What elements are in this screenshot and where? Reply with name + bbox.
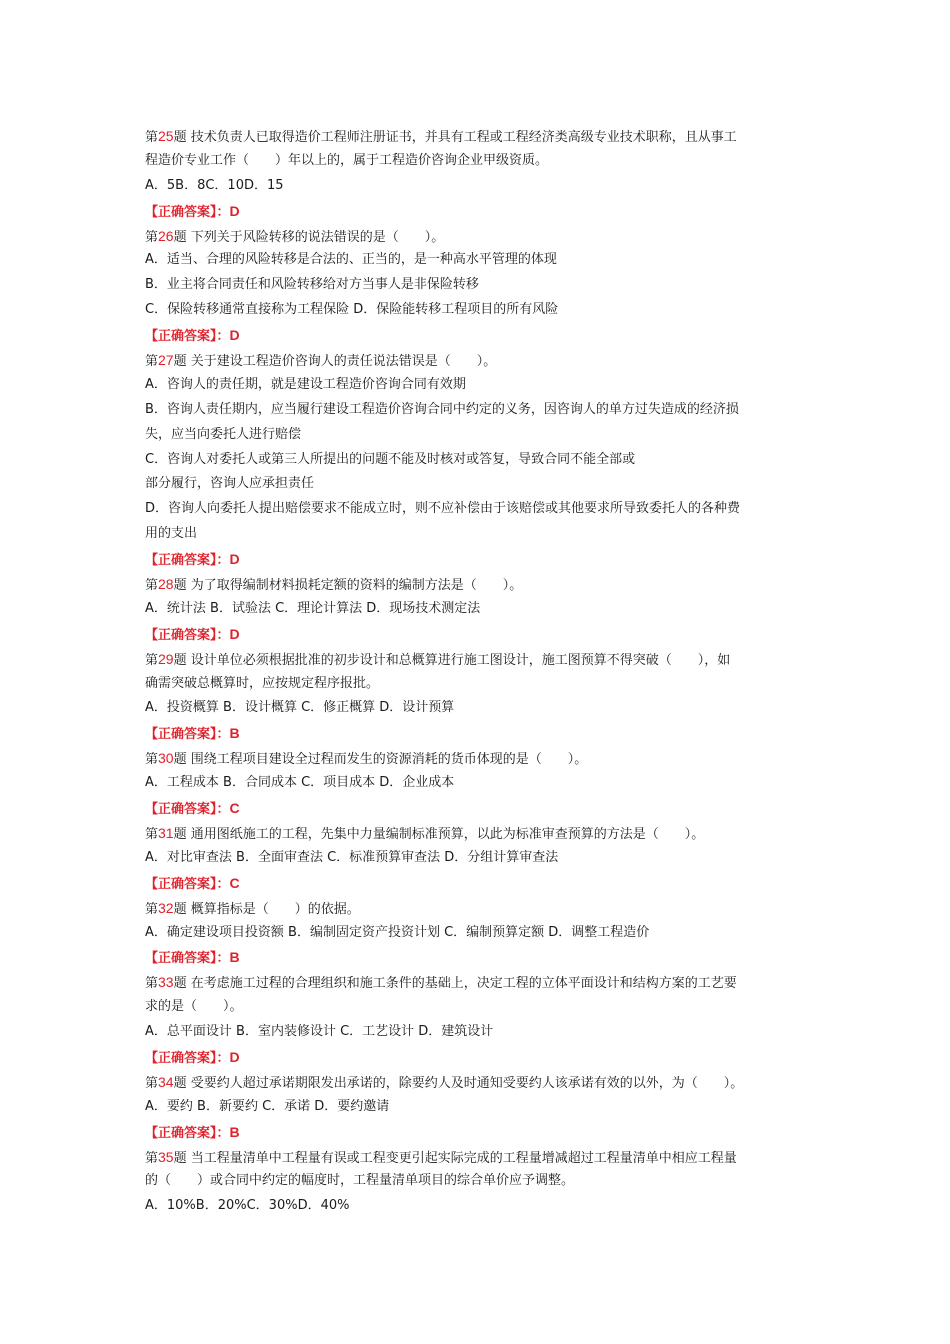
question-suffix: 题 (173, 578, 187, 594)
question-suffix: 题 (173, 976, 187, 992)
answer-letter: C (229, 874, 240, 891)
question-block (145, 224, 810, 348)
answer-label: 【正确答案】： (145, 1125, 230, 1141)
question-option-text: A．10%B．20%C．30%D．40% (145, 1198, 350, 1214)
answer-letter: D (229, 625, 240, 642)
answer-label: 【正确答案】： (145, 1050, 230, 1066)
question-option-text: 用的支出 (145, 526, 198, 542)
question-option-text: A．要约 B．新要约 C．承诺 D．要约邀请 (145, 1098, 390, 1114)
correct-answer (145, 622, 810, 647)
question-number: 28 (158, 576, 174, 593)
answer-label: 【正确答案】： (145, 553, 230, 569)
question-stem-text: 求的是（ ）。 (145, 999, 243, 1015)
question-option-line (145, 448, 810, 473)
question-prefix: 第 (145, 1075, 159, 1091)
question-option-text: A．适当、合理的风险转移是合法的、正当的，是一种高水平管理的体现 (145, 252, 557, 268)
answer-label: 【正确答案】： (145, 802, 230, 818)
question-option-line (145, 472, 810, 497)
question-stem-text: 设计单位必须根据批准的初步设计和总概算进行施工图设计，施工图预算不得突破（ ），如 (190, 652, 731, 668)
question-stem-line (145, 970, 810, 995)
question-stem-text: 技术负责人已取得造价工程师注册证书，并具有工程或工程经济类高级专业技术职称，且从事工 (190, 130, 737, 145)
question-stem-text: 的（ ）或合同中约定的幅度时，工程量清单项目的综合单价应予调整。 (145, 1173, 575, 1189)
answer-letter: B (229, 725, 240, 742)
question-prefix: 第 (145, 901, 159, 917)
question-block (145, 348, 810, 572)
question-stem-line (145, 224, 810, 249)
question-stem-text: 通用图纸施工的工程，先集中力量编制标准预算，以此为标准审查预算的方法是（ ）。 (190, 826, 705, 842)
question-number: 32 (158, 899, 174, 916)
question-option-text: B．业主将合同责任和风险转移给对方当事人是非保险转移 (145, 277, 479, 293)
question-option-text: A．对比审查法 B．全面审查法 C．标准预算审查法 D．分组计算审查法 (145, 849, 559, 865)
question-stem-text: 下列关于风险转移的说法错误的是（ ）。 (190, 229, 445, 245)
question-prefix: 第 (145, 752, 159, 768)
question-option-line (145, 771, 810, 796)
question-suffix: 题 (173, 354, 187, 370)
correct-answer (145, 199, 810, 224)
question-option-line (145, 921, 810, 946)
question-stem-text: 概算指标是（ ）的依据。 (190, 901, 360, 917)
question-option-line (145, 248, 810, 273)
question-option-text: D．咨询人向委托人提出赔偿要求不能成立时，则不应补偿由于该赔偿或其他要求所导致委托人的各种费 (145, 501, 741, 517)
question-stem-text: 在考虑施工过程的合理组织和施工条件的基础上，决定工程的立体平面设计和结构方案的工艺要 (190, 976, 737, 992)
question-suffix: 题 (173, 130, 187, 145)
answer-letter: D (229, 327, 240, 344)
question-option-text: A．总平面设计 B．室内装修设计 C．工艺设计 D．建筑设计 (145, 1024, 494, 1040)
answer-letter: C (229, 800, 240, 817)
question-option-line (145, 846, 810, 871)
question-prefix: 第 (145, 578, 159, 594)
question-option-text: 失，应当向委托人进行赔偿 (145, 426, 302, 442)
question-option-line (145, 497, 810, 522)
question-stem-line (145, 821, 810, 846)
question-number: 30 (158, 750, 174, 767)
question-stem-line (145, 746, 810, 771)
question-prefix: 第 (145, 1150, 159, 1166)
answer-letter: D (229, 202, 240, 219)
question-block (145, 647, 810, 747)
answer-letter: D (229, 1048, 240, 1065)
question-option-line (145, 597, 810, 622)
answer-label: 【正确答案】： (145, 727, 230, 743)
question-number: 26 (158, 227, 174, 244)
question-stem-line (145, 572, 810, 597)
question-option-line (145, 1194, 810, 1219)
correct-answer (145, 945, 810, 970)
question-block (145, 896, 810, 971)
question-prefix: 第 (145, 652, 159, 668)
question-stem-line (145, 647, 810, 672)
question-stem-line (145, 672, 810, 697)
correct-answer (145, 871, 810, 896)
question-suffix: 题 (173, 826, 187, 842)
question-stem-text: 受要约人超过承诺期限发出承诺的，除要约人及时通知受要约人该承诺有效的以外，为（ ）。 (190, 1075, 744, 1091)
question-suffix: 题 (173, 229, 187, 245)
question-option-line (145, 696, 810, 721)
answer-label: 【正确答案】： (145, 876, 230, 892)
question-suffix: 题 (173, 752, 187, 768)
question-number: 25 (158, 128, 174, 144)
question-option-line (145, 298, 810, 323)
question-stem-text: 程造价专业工作（ ）年以上的，属于工程造价咨询企业甲级资质。 (145, 152, 549, 168)
question-suffix: 题 (173, 901, 187, 917)
question-option-text: 部分履行，咨询人应承担责任 (145, 476, 315, 492)
question-suffix: 题 (173, 652, 187, 668)
question-option-text: A．统计法 B．试验法 C．理论计算法 D．现场技术测定法 (145, 600, 481, 616)
question-stem-line (145, 1145, 810, 1170)
question-number: 35 (158, 1148, 174, 1165)
question-stem-line (145, 149, 810, 174)
question-stem-text: 为了取得编制材料损耗定额的资料的编制方法是（ ）。 (190, 578, 523, 594)
question-option-line (145, 373, 810, 398)
question-prefix: 第 (145, 826, 159, 842)
question-block (145, 746, 810, 821)
question-suffix: 题 (173, 1075, 187, 1091)
question-stem-line (145, 124, 810, 149)
question-option-text: A．5B．8C．10D．15 (145, 177, 284, 193)
question-number: 31 (158, 824, 174, 841)
question-option-text: A．投资概算 B．设计概算 C．修正概算 D．设计预算 (145, 700, 455, 716)
answer-label: 【正确答案】： (145, 627, 230, 643)
question-block (145, 1145, 810, 1220)
question-block (145, 821, 810, 896)
answer-label: 【正确答案】： (145, 204, 230, 220)
question-option-text: B．咨询人责任期内，应当履行建设工程造价咨询合同中约定的义务，因咨询人的单方过失造成的经济损 (145, 401, 739, 417)
question-stem-text: 当工程量清单中工程量有误或工程变更引起实际完成的工程量增减超过工程量清单中相应工程量 (190, 1150, 737, 1166)
question-option-line (145, 174, 810, 199)
correct-answer (145, 1120, 810, 1145)
document-page (145, 124, 810, 1219)
question-option-text: C．保险转移通常直接称为工程保险 D．保险能转移工程项目的所有风险 (145, 302, 559, 318)
answer-letter: B (229, 1123, 240, 1140)
question-option-text: A．咨询人的责任期，就是建设工程造价咨询合同有效期 (145, 376, 466, 392)
question-option-line (145, 1095, 810, 1120)
question-prefix: 第 (145, 130, 159, 145)
question-stem-line (145, 1169, 810, 1194)
answer-letter: B (229, 949, 240, 966)
correct-answer (145, 1045, 810, 1070)
question-suffix: 题 (173, 1150, 187, 1166)
question-option-text: C．咨询人对委托人或第三人所提出的问题不能及时核对或答复，导致合同不能全部或 (145, 451, 636, 467)
question-prefix: 第 (145, 976, 159, 992)
answer-label: 【正确答案】： (145, 329, 230, 345)
question-stem-line (145, 1070, 810, 1095)
answer-label: 【正确答案】： (145, 951, 230, 967)
question-option-line (145, 522, 810, 547)
correct-answer (145, 721, 810, 746)
question-stem-text: 围绕工程项目建设全过程而发生的资源消耗的货币体现的是（ ）。 (190, 752, 588, 768)
answer-letter: D (229, 551, 240, 568)
question-stem-line (145, 995, 810, 1020)
question-block (145, 970, 810, 1070)
correct-answer (145, 796, 810, 821)
question-number: 27 (158, 352, 174, 369)
question-block (145, 572, 810, 647)
question-prefix: 第 (145, 354, 159, 370)
question-option-text: A．工程成本 B．合同成本 C．项目成本 D．企业成本 (145, 775, 455, 791)
question-block (145, 1070, 810, 1145)
correct-answer (145, 547, 810, 572)
question-stem-line (145, 348, 810, 373)
correct-answer (145, 323, 810, 348)
question-stem-text: 关于建设工程造价咨询人的责任说法错误是（ ）。 (190, 354, 497, 370)
question-block (145, 124, 810, 224)
question-option-line (145, 423, 810, 448)
question-option-line (145, 398, 810, 423)
question-number: 29 (158, 650, 174, 667)
question-number: 34 (158, 1073, 174, 1090)
question-option-line (145, 273, 810, 298)
question-option-text: A．确定建设项目投资额 B．编制固定资产投资计划 C．编制预算定额 D．调整工程造价 (145, 924, 650, 940)
question-number: 33 (158, 974, 174, 991)
question-prefix: 第 (145, 229, 159, 245)
question-stem-line (145, 896, 810, 921)
question-option-line (145, 1020, 810, 1045)
question-stem-text: 确需突破总概算时，应按规定程序报批。 (145, 675, 380, 691)
